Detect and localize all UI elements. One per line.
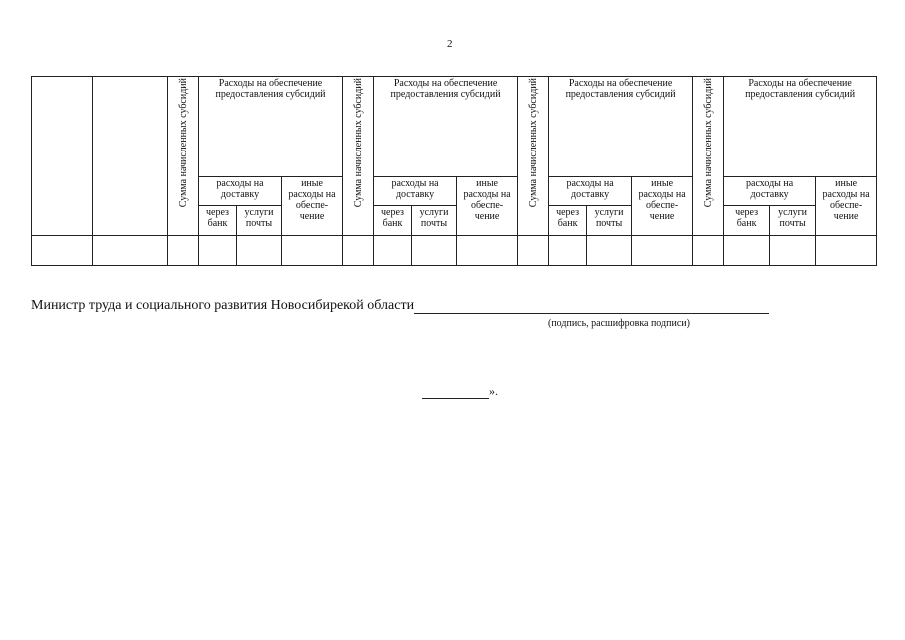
table-cell — [168, 235, 199, 265]
post-header: услуги почты — [770, 205, 816, 235]
table-cell — [32, 235, 93, 265]
table-cell — [343, 235, 374, 265]
table-cell — [282, 235, 343, 265]
signature-caption: (подпись, расшифровка подписи) — [548, 318, 690, 329]
post-header: услуги почты — [237, 205, 282, 235]
bank-header: через банк — [199, 205, 237, 235]
signature-text: Министр труда и социального развития Новосибирекой области — [31, 298, 415, 313]
table-cell — [693, 235, 724, 265]
expenses-header: Расходы на обеспечение предоставления субсидий — [724, 77, 877, 177]
signature-line — [31, 298, 769, 314]
sum-subsidies-header: Сумма начисленных субсидий — [693, 77, 724, 236]
table-cell — [237, 235, 282, 265]
other-expenses-header: иные расходы на обеспе-чение — [457, 176, 518, 235]
row-label-cell — [32, 77, 93, 236]
table-cell — [374, 235, 412, 265]
table-cell — [457, 235, 518, 265]
signature-blank — [414, 299, 769, 314]
table-cell — [816, 235, 877, 265]
table-cell — [632, 235, 693, 265]
date-blank — [422, 388, 489, 399]
table-cell — [724, 235, 770, 265]
delivery-header: расходы на доставку — [724, 176, 816, 205]
page-number: 2 — [447, 38, 453, 50]
table-cell — [412, 235, 457, 265]
bank-header: через банк — [549, 205, 587, 235]
table-row — [32, 235, 877, 265]
table-cell — [587, 235, 632, 265]
subsidy-expenses-table — [31, 76, 877, 266]
date-suffix: ». — [489, 384, 498, 398]
expenses-header: Расходы на обеспечение предоставления субсидий — [374, 77, 518, 177]
delivery-header: расходы на доставку — [549, 176, 632, 205]
row-label-cell — [93, 77, 168, 236]
post-header: услуги почты — [412, 205, 457, 235]
table-cell — [549, 235, 587, 265]
expenses-header: Расходы на обеспечение предоставления субсидий — [549, 77, 693, 177]
bank-header: через банк — [724, 205, 770, 235]
delivery-header: расходы на доставку — [374, 176, 457, 205]
other-expenses-header: иные расходы на обеспе-чение — [282, 176, 343, 235]
sum-subsidies-header: Сумма начисленных субсидий — [518, 77, 549, 236]
other-expenses-header: иные расходы на обеспе-чение — [816, 176, 877, 235]
other-expenses-header: иные расходы на обеспе-чение — [632, 176, 693, 235]
table-cell — [518, 235, 549, 265]
sum-subsidies-header: Сумма начисленных субсидий — [168, 77, 199, 236]
table-cell — [93, 235, 168, 265]
post-header: услуги почты — [587, 205, 632, 235]
bank-header: через банк — [374, 205, 412, 235]
expenses-header: Расходы на обеспечение предоставления субсидий — [199, 77, 343, 177]
date-line — [422, 384, 498, 399]
table-cell — [770, 235, 816, 265]
table-cell — [199, 235, 237, 265]
delivery-header: расходы на доставку — [199, 176, 282, 205]
sum-subsidies-header: Сумма начисленных субсидий — [343, 77, 374, 236]
